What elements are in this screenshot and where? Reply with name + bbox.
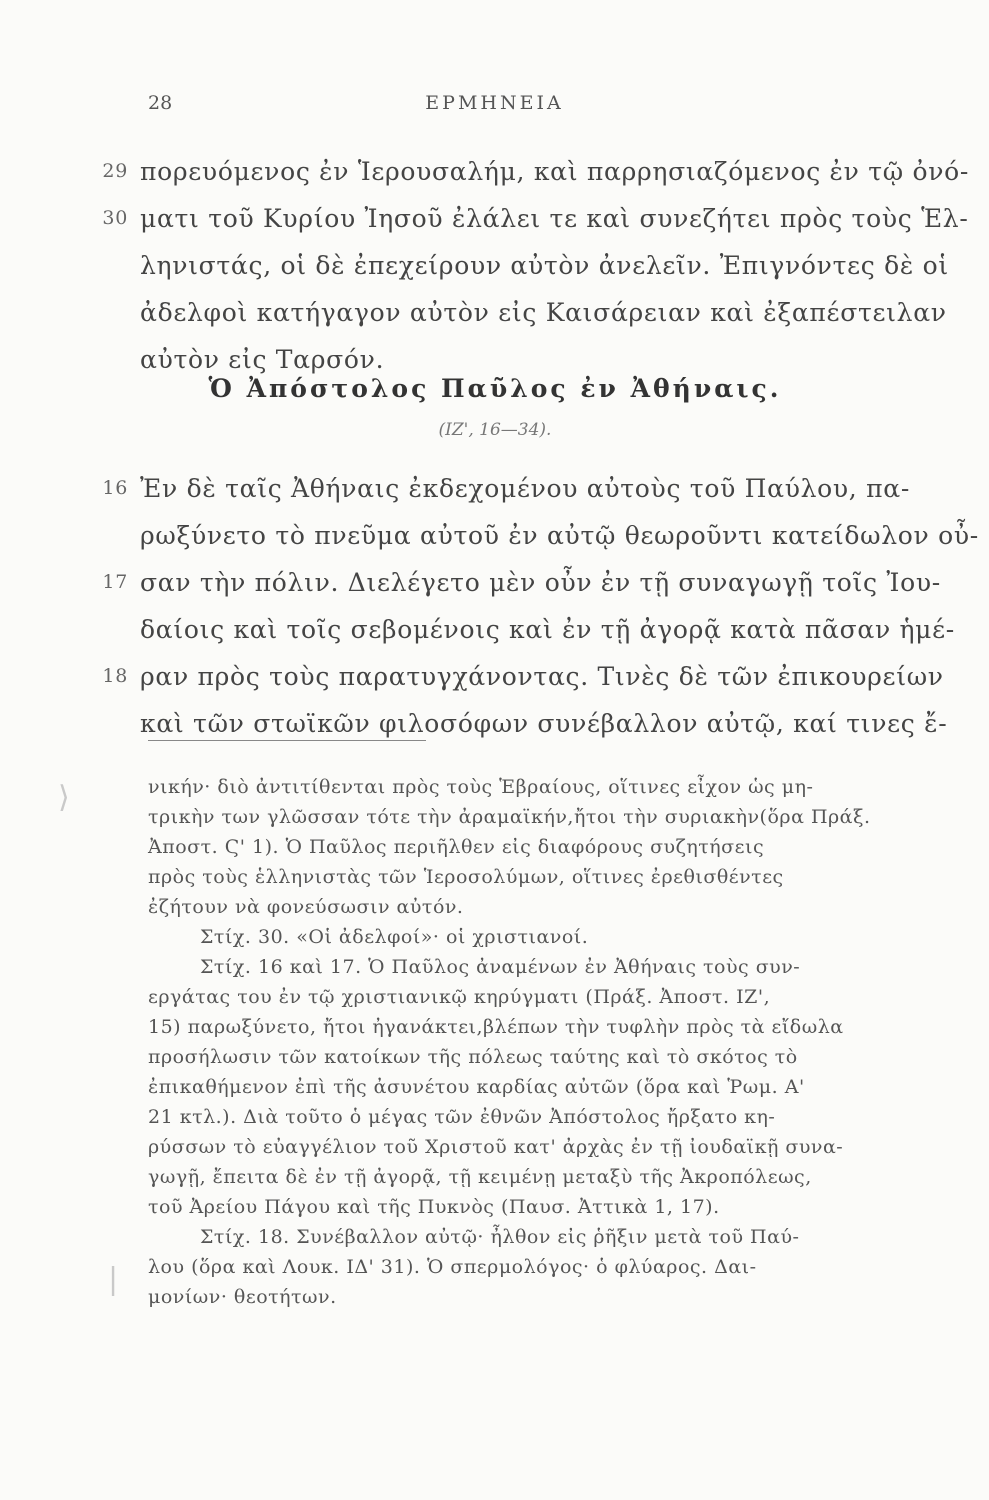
text-line [102,559,941,606]
text-line [102,195,969,242]
page-number: 28 [148,92,173,114]
note-line: ἐζήτουν νὰ φονεύσωσιν αὐτόν. [148,896,464,918]
verse-number: 30 [102,207,128,229]
line-text: ἀδελφοὶ κατήγαγον αὐτὸν εἰς Καισάρειαν καὶ ἐξαπέστειλαν [140,298,947,327]
line-text: ματι τοῦ Κυρίου Ἰησοῦ ἐλάλει τε καὶ συνεζήτει πρὸς τοὺς Ἑλ- [140,204,969,233]
text-line [140,242,949,289]
line-text: ληνιστάς, οἱ δὲ ἐπεχείρουν αὐτὸν ἀνελεῖν. Ἐπιγνόντες δὲ οἱ [140,251,949,280]
note-line: μονίων· θεοτήτων. [148,1286,337,1308]
footnote-rule [148,740,426,741]
note-line: νικήν· διὸ ἀντιτίθενται πρὸς τοὺς Ἑβραίους, οἵτινες εἶχον ὡς μη- [148,776,814,798]
note-line: ἐπικαθήμενον ἐπὶ τῆς ἀσυνέτου καρδίας αὐτῶν (ὅρα καὶ Ῥωμ. Α' [148,1076,805,1098]
line-text: Ἐν δὲ ταῖς Ἀθήναις ἐκδεχομένου αὐτοὺς τοῦ Παύλου, πα- [140,474,910,503]
note-line: Ἀποστ. Ϛ' 1). Ὁ Παῦλος περιῆλθεν εἰς διαφόρους συζητήσεις [148,836,765,858]
note-line: πρὸς τοὺς ἑλληνιστὰς τῶν Ἱεροσολύμων, οἵτινες ἐρεθισθέντες [148,866,784,888]
main-text-top [102,148,970,383]
note-line: εργάτας του ἐν τῷ χριστιανικῷ κηρύγματι (Πράξ. Ἀποστ. ΙΖ', [148,986,771,1008]
margin-mark: ⟩ [58,780,70,815]
verse-number: 18 [102,665,128,687]
line-text: δαίοις καὶ τοῖς σεβομένοις καὶ ἐν τῇ ἀγορᾷ κατὰ πᾶσαν ἡμέ- [140,615,955,644]
margin-mark: | [108,1262,119,1297]
note-line: ρύσσων τὸ εὐαγγέλιον τοῦ Χριστοῦ κατ' ἀρχὰς ἐν τῇ ἰουδαϊκῇ συνα- [148,1136,844,1158]
text-line [140,289,947,336]
note-line: 15) παρωξύνετο, ἤτοι ἠγανάκτει,βλέπων τὴν τυφλὴν πρὸς τὰ εἴδωλα [148,1016,844,1038]
page-header [0,92,989,122]
verse-number: 17 [102,571,128,593]
note-line: γωγῇ, ἔπειτα δὲ ἐν τῇ ἀγορᾷ, τῇ κειμένῃ μεταξὺ τῆς Ἀκροπόλεως, [148,1166,812,1188]
line-text: ρωξύνετο τὸ πνεῦμα αὐτοῦ ἐν αὐτῷ θεωροῦντι κατείδωλον οὖ- [140,521,979,550]
note-line: τρικὴν των γλῶσσαν τότε τὴν ἀραμαϊκήν,ἤτοι τὴν συριακὴν(ὅρα Πράξ. [148,806,871,828]
section-reference: (ΙΖ', 16—34). [438,420,552,440]
note-line: 21 κτλ.). Διὰ τοῦτο ὁ μέγας τῶν ἐθνῶν Ἀπόστολος ἤρξατο κη- [148,1106,776,1128]
verse-number: 29 [102,160,128,182]
line-text: πορευόμενος ἐν Ἱερουσαλήμ, καὶ παρρησιαζόμενος ἐν τῷ ὀνό- [140,157,970,186]
line-text: σαν τὴν πόλιν. Διελέγετο μὲν οὖν ἐν τῇ συναγωγῇ τοῖς Ἰου- [140,568,941,597]
text-line [140,606,955,653]
verse-number: 16 [102,477,128,499]
text-line [102,148,970,195]
main-text-bottom [102,465,979,747]
note-line: λου (ὅρα καὶ Λουκ. ΙΔ' 31). Ὁ σπερμολόγος· ὁ φλύαρος. Δαι- [148,1256,757,1278]
text-line [140,512,979,559]
note-line: προσήλωσιν τῶν κατοίκων τῆς πόλεως ταύτης καὶ τὸ σκότος τὸ [148,1046,798,1068]
section-heading: Ὁ Ἀπόστολος Παῦλος ἐν Ἀθήναις. [208,374,782,403]
note-line: Στίχ. 16 καὶ 17. Ὁ Παῦλος ἀναμένων ἐν Ἀθήναις τοὺς συν- [200,956,801,978]
text-line [102,465,910,512]
text-line [102,653,944,700]
footnotes [148,772,871,1312]
note-line: τοῦ Ἀρείου Πάγου καὶ τῆς Πυκνὸς (Παυσ. Ἀττικὰ 1, 17). [148,1196,720,1218]
running-head: ΕΡΜΗΝΕΙΑ [425,92,564,114]
note-line: Στίχ. 18. Συνέβαλλον αὐτῷ· ἦλθον εἰς ῥῆξιν μετὰ τοῦ Παύ- [200,1226,800,1248]
line-text: αὐτὸν εἰς Ταρσόν. [140,345,385,374]
line-text: καὶ τῶν στωϊκῶν φιλοσόφων συνέβαλλον αὐτῷ, καί τινες ἔ- [140,709,948,738]
line-text: ραν πρὸς τοὺς παρατυγχάνοντας. Τινὲς δὲ τῶν ἐπικουρείων [140,662,944,691]
note-line: Στίχ. 30. «Οἱ ἀδελφοί»· οἱ χριστιανοί. [200,926,589,948]
